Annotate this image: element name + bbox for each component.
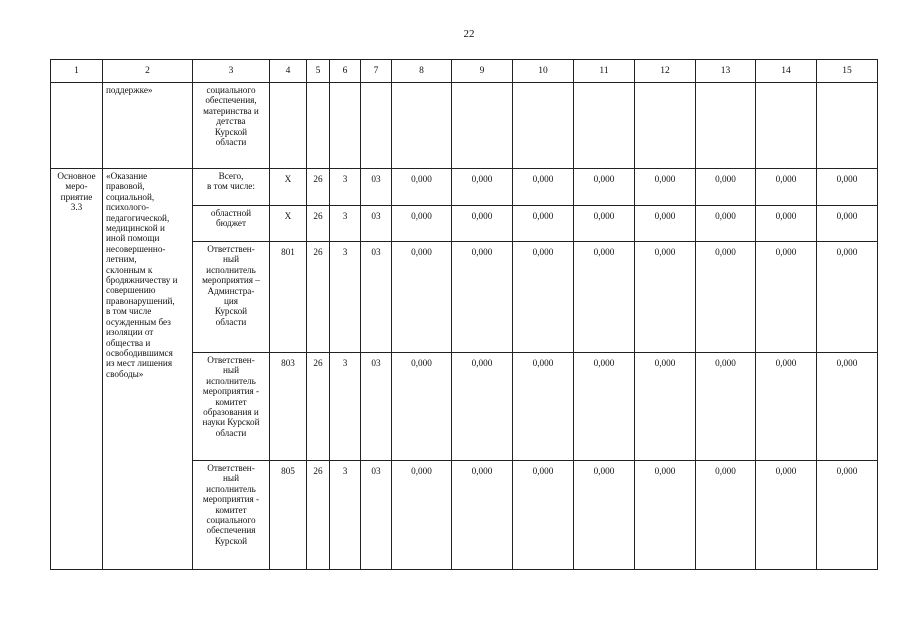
amount-cell: 0,000 xyxy=(392,461,452,570)
amount-cell: 0,000 xyxy=(756,461,817,570)
amount-cell: 0,000 xyxy=(635,353,696,461)
subsection: 3 xyxy=(330,242,361,353)
amount-cell: 0,000 xyxy=(574,353,635,461)
measure-name-line: совершению xyxy=(106,285,156,296)
funding-source-line: комитет xyxy=(215,396,247,407)
header-cell: 1 xyxy=(51,60,103,83)
continuation-empty-cell xyxy=(696,83,756,169)
table-row xyxy=(51,169,878,206)
continuation-source-line: детства xyxy=(216,116,246,127)
amount-cell: 0,000 xyxy=(574,206,635,242)
measure-name-line: освободившимся xyxy=(106,347,173,358)
header-cell: 8 xyxy=(392,60,452,83)
continuation-name-line: поддержке» xyxy=(106,85,153,95)
amount-cell: 0,000 xyxy=(696,461,756,570)
funding-source xyxy=(193,461,270,570)
funding-source xyxy=(193,206,270,242)
measure-name-line: изоляции от xyxy=(106,327,154,338)
funding-source-line: области xyxy=(215,427,247,438)
continuation-source-line: социального xyxy=(206,85,256,95)
funding-source-line: исполнитель xyxy=(206,483,256,494)
continuation-empty-cell xyxy=(270,83,307,169)
continuation-source-line: обеспечения, xyxy=(205,95,257,106)
amount-cell: 0,000 xyxy=(696,206,756,242)
header-cell: 5 xyxy=(307,60,330,83)
funding-source-line: мероприятия – xyxy=(202,275,260,286)
measure-code-line: Основное xyxy=(57,171,96,181)
gov-code: 803 xyxy=(270,353,307,461)
funding-source-line: образования и xyxy=(203,407,259,418)
measure-name-line: в том числе xyxy=(106,306,152,317)
funding-source-line: ный xyxy=(222,254,239,265)
subsection: 3 xyxy=(330,169,361,206)
header-cell: 15 xyxy=(817,60,878,83)
amount-cell: 0,000 xyxy=(817,461,878,570)
section: 26 xyxy=(307,206,330,242)
continuation-empty-cell xyxy=(574,83,635,169)
amount-cell: 0,000 xyxy=(635,242,696,353)
amount-cell: 0,000 xyxy=(513,206,574,242)
amount-cell: 0,000 xyxy=(574,242,635,353)
measure-name xyxy=(103,169,193,570)
measure-name-line: иной помощи xyxy=(106,233,160,244)
continuation-empty-cell xyxy=(361,83,392,169)
amount-cell: 0,000 xyxy=(452,206,513,242)
amount-cell: 0,000 xyxy=(513,169,574,206)
amount-cell: 0,000 xyxy=(756,206,817,242)
target-article: 03 xyxy=(361,461,392,570)
funding-source-line: ный xyxy=(222,365,239,376)
funding-source-line: в том числе: xyxy=(207,181,255,192)
funding-source-line: Админстра- xyxy=(207,285,255,296)
amount-cell: 0,000 xyxy=(635,206,696,242)
amount-cell: 0,000 xyxy=(756,353,817,461)
measure-name-line: несовершенно- xyxy=(106,243,166,254)
subsection: 3 xyxy=(330,353,361,461)
funding-source-line: Всего, xyxy=(218,171,244,181)
header-cell: 12 xyxy=(635,60,696,83)
funding-source-line: области xyxy=(215,316,247,327)
funding-source-line: Ответствен- xyxy=(207,244,255,254)
funding-source-line: Курской xyxy=(214,306,248,317)
continuation-empty-cell xyxy=(817,83,878,169)
funding-source-line: социального xyxy=(206,515,256,526)
measure-name-line: правовой, xyxy=(106,181,145,192)
funding-source-line: исполнитель xyxy=(206,264,256,275)
measure-name-line: социальной, xyxy=(106,191,155,202)
amount-cell: 0,000 xyxy=(696,353,756,461)
amount-cell: 0,000 xyxy=(817,169,878,206)
continuation-name xyxy=(103,83,193,169)
header-cell: 3 xyxy=(193,60,270,83)
amount-cell: 0,000 xyxy=(392,242,452,353)
funding-source-line: ный xyxy=(222,473,239,484)
gov-code: 805 xyxy=(270,461,307,570)
header-cell: 7 xyxy=(361,60,392,83)
measure-name-line: свободы» xyxy=(106,368,144,379)
header-row xyxy=(51,60,878,83)
target-article: 03 xyxy=(361,169,392,206)
continuation-source-line: Курской xyxy=(214,126,248,137)
continuation-col1 xyxy=(51,83,103,169)
amount-cell: 0,000 xyxy=(513,242,574,353)
measure-code xyxy=(51,169,103,570)
amount-cell: 0,000 xyxy=(817,242,878,353)
amount-cell: 0,000 xyxy=(817,353,878,461)
target-article: 03 xyxy=(361,206,392,242)
gov-code: 801 xyxy=(270,242,307,353)
continuation-empty-cell xyxy=(392,83,452,169)
measure-code-line: меро- xyxy=(65,181,88,192)
funding-source-line: бюджет xyxy=(215,218,247,229)
funding-source-line: обеспечения xyxy=(206,525,256,536)
measure-name-line: летним, xyxy=(106,254,137,265)
amount-cell: 0,000 xyxy=(452,353,513,461)
amount-cell: 0,000 xyxy=(513,353,574,461)
amount-cell: 0,000 xyxy=(756,242,817,353)
measure-name-line: из мест лишения xyxy=(106,358,173,369)
target-article: 03 xyxy=(361,242,392,353)
measure-code-line: 3.3 xyxy=(70,202,83,213)
funding-source-line: областной xyxy=(210,208,252,218)
continuation-empty-cell xyxy=(452,83,513,169)
header-cell: 13 xyxy=(696,60,756,83)
section: 26 xyxy=(307,242,330,353)
header-cell: 9 xyxy=(452,60,513,83)
measure-name-line: осужденным без xyxy=(106,316,171,327)
continuation-source xyxy=(193,83,270,169)
measure-name-line: педагогической, xyxy=(106,212,170,223)
amount-cell: 0,000 xyxy=(574,169,635,206)
measure-name-line: психолого- xyxy=(106,202,149,213)
amount-cell: 0,000 xyxy=(635,461,696,570)
amount-cell: 0,000 xyxy=(635,169,696,206)
funding-source xyxy=(193,242,270,353)
subsection: 3 xyxy=(330,206,361,242)
measure-name-line: склонным к xyxy=(106,264,153,275)
continuation-source-line: области xyxy=(215,137,247,148)
measure-code-line: приятие xyxy=(60,191,93,202)
funding-source-line: Ответствен- xyxy=(207,355,255,365)
section: 26 xyxy=(307,353,330,461)
funding-source xyxy=(193,353,270,461)
amount-cell: 0,000 xyxy=(696,169,756,206)
amount-cell: 0,000 xyxy=(452,461,513,570)
amount-cell: 0,000 xyxy=(392,353,452,461)
funding-source xyxy=(193,169,270,206)
funding-source-line: Ответствен- xyxy=(207,463,255,473)
section: 26 xyxy=(307,461,330,570)
funding-source-line: мероприятия - xyxy=(202,494,260,505)
gov-code: Х xyxy=(270,206,307,242)
continuation-empty-cell xyxy=(330,83,361,169)
target-article: 03 xyxy=(361,353,392,461)
amount-cell: 0,000 xyxy=(756,169,817,206)
continuation-empty-cell xyxy=(635,83,696,169)
measure-name-line: «Оказание xyxy=(106,171,148,181)
continuation-source-line: материнства и xyxy=(203,105,259,116)
page-number: 22 xyxy=(463,28,475,40)
amount-cell: 0,000 xyxy=(513,461,574,570)
continuation-empty-cell xyxy=(307,83,330,169)
continuation-row xyxy=(51,83,878,169)
budget-table xyxy=(50,59,878,570)
header-cell: 2 xyxy=(103,60,193,83)
funding-source-line: ция xyxy=(223,296,239,307)
header-cell: 6 xyxy=(330,60,361,83)
header-cell: 14 xyxy=(756,60,817,83)
amount-cell: 0,000 xyxy=(392,206,452,242)
header-cell: 10 xyxy=(513,60,574,83)
funding-source-line: мероприятия - xyxy=(202,386,260,397)
section: 26 xyxy=(307,169,330,206)
amount-cell: 0,000 xyxy=(452,242,513,353)
amount-cell: 0,000 xyxy=(817,206,878,242)
continuation-empty-cell xyxy=(513,83,574,169)
funding-source-line: Курской xyxy=(214,535,248,546)
subsection: 3 xyxy=(330,461,361,570)
measure-name-line: правонарушений, xyxy=(106,295,175,306)
amount-cell: 0,000 xyxy=(696,242,756,353)
continuation-empty-cell xyxy=(756,83,817,169)
amount-cell: 0,000 xyxy=(392,169,452,206)
amount-cell: 0,000 xyxy=(574,461,635,570)
funding-source-line: науки Курской xyxy=(202,417,260,428)
measure-name-line: бродяжничеству и xyxy=(106,275,178,286)
measure-name-line: общества и xyxy=(106,337,151,348)
header-cell: 11 xyxy=(574,60,635,83)
measure-name-line: медицинской и xyxy=(106,223,165,234)
amount-cell: 0,000 xyxy=(452,169,513,206)
header-cell: 4 xyxy=(270,60,307,83)
gov-code: Х xyxy=(270,169,307,206)
funding-source-line: комитет xyxy=(215,504,247,515)
funding-source-line: исполнитель xyxy=(206,375,256,386)
